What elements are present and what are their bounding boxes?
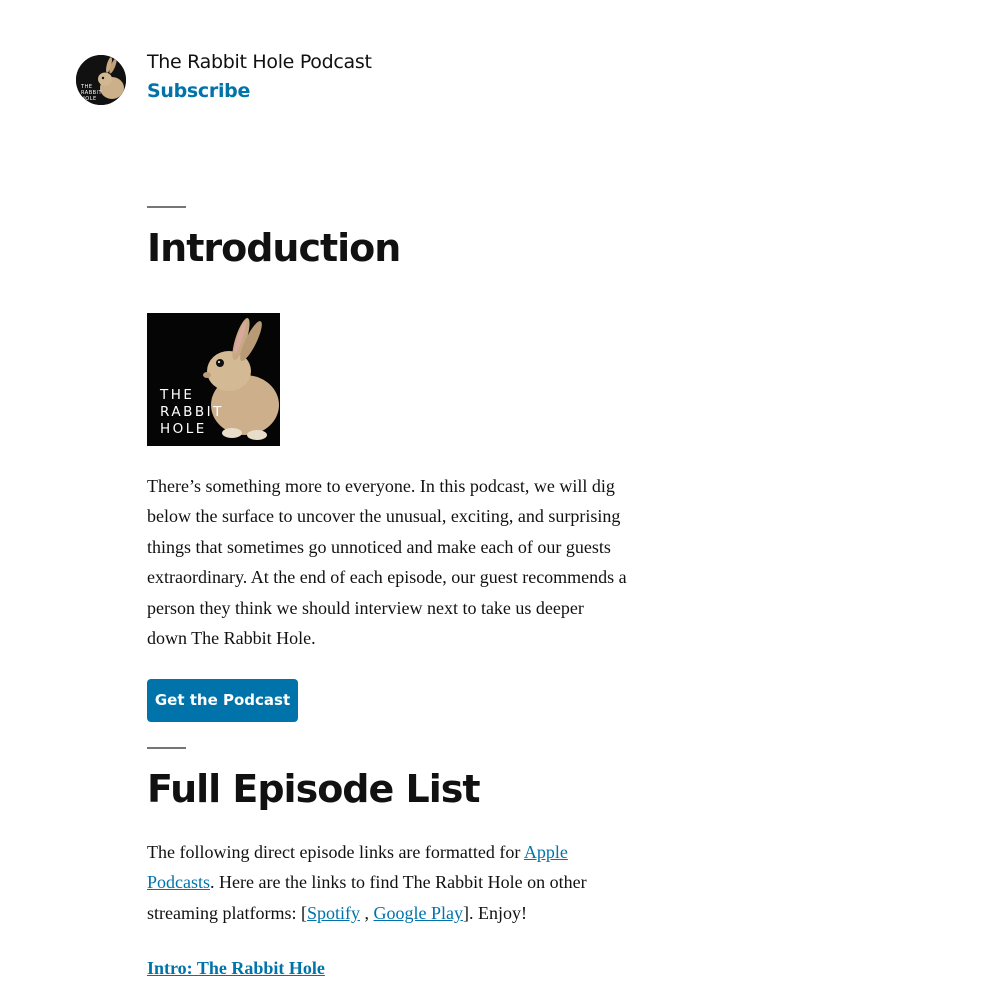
episode-text-part: ]. Enjoy! [462,902,527,923]
site-header [76,50,676,110]
svg-text:THE: THE [81,84,93,90]
svg-text:HOLE: HOLE [81,96,97,102]
introduction-heading: Introduction [147,226,401,270]
episode-link-intro[interactable]: Intro: The Rabbit Hole [147,958,325,978]
podcast-cover-image [147,313,280,446]
svg-text:RABBIT: RABBIT [81,90,103,96]
subscribe-link[interactable]: Subscribe [147,80,251,102]
episode-text-part: The following direct episode links are formatted for [147,842,524,862]
section-divider [147,206,186,208]
cover-text-the: THE [160,387,195,403]
episode-text-part: , [359,902,374,923]
rabbit-logo-icon [76,55,126,105]
site-title[interactable]: The Rabbit Hole Podcast [147,51,372,73]
podcast-logo[interactable] [76,55,126,105]
google-play-link[interactable]: Google Play [373,902,463,923]
spotify-link[interactable]: Spotify [306,902,360,923]
episode-list-heading: Full Episode List [147,767,480,811]
apple-podcasts-link[interactable]: Apple Podcasts [147,842,568,893]
episode-list-intro [147,837,627,928]
episode-text-part: . Here are the links to find The Rabbit Hole on other streaming platforms: [ [147,872,587,923]
cover-text-hole: HOLE [160,421,207,437]
cover-text-rabbit: RABBIT [160,404,224,420]
get-podcast-button[interactable]: Get the Podcast [147,679,298,722]
section-divider [147,747,186,749]
rabbit-cover-icon [147,313,280,446]
podcast-description: There’s something more to everyone. In this podcast, we will dig below the surface to uncover the unusual, exciting, and surprising things that sometimes go unnoticed and make each of our guests extraordinary. At the end of each episode, our guest recommends a person they think we should interview next to take us deeper down The Rabbit Hole. [147,476,627,649]
